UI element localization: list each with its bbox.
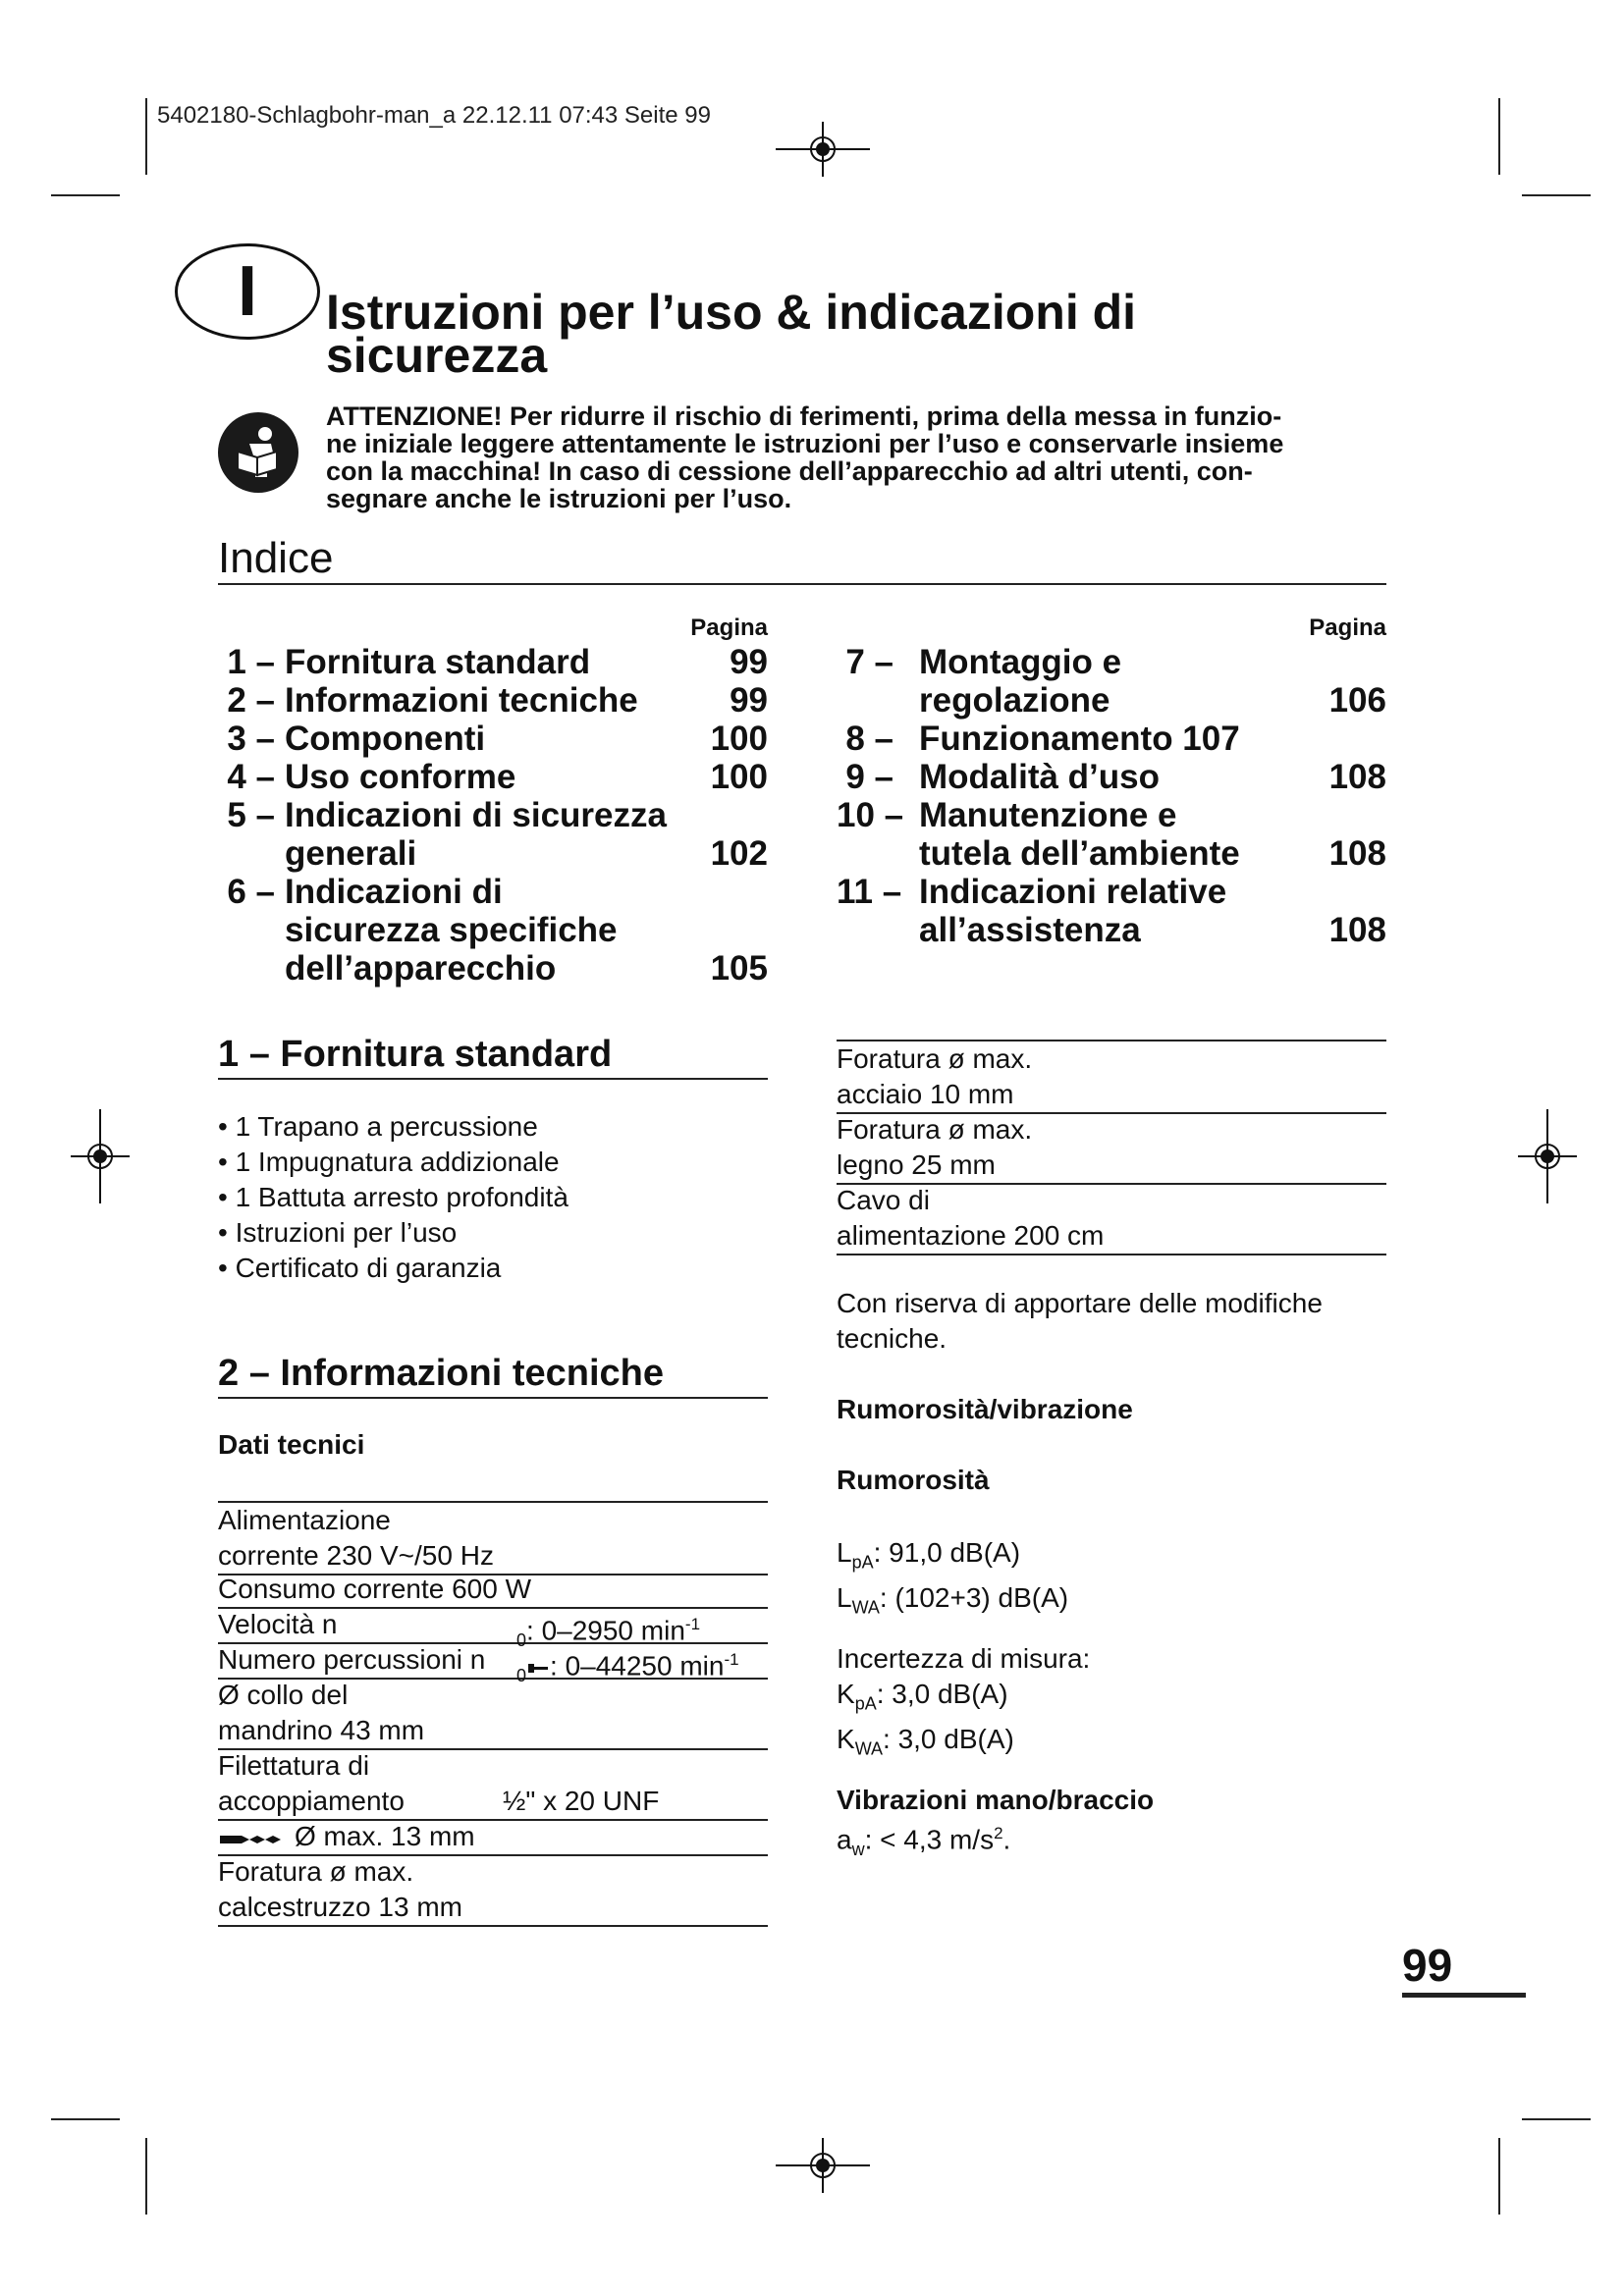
toc-entry xyxy=(218,720,768,758)
page-number-underline xyxy=(1402,1993,1526,1998)
toc-entry xyxy=(837,720,1386,758)
registration-mark-icon xyxy=(776,120,870,179)
noise-values xyxy=(837,1535,1068,1625)
list-item: • 1 Battuta arresto profondità xyxy=(218,1182,568,1212)
spec-collar-diameter: Ø collo del mandrino 43 mm xyxy=(218,1678,768,1750)
list-item: • 1 Trapano a percussione xyxy=(218,1111,538,1142)
page-title xyxy=(326,285,1308,383)
toc-title: Fornitura standard xyxy=(285,643,591,681)
crop-mark xyxy=(51,194,120,196)
crop-mark xyxy=(1522,194,1591,196)
divider xyxy=(218,1078,768,1080)
toc-entry xyxy=(218,681,768,720)
page-title-line: Istruzioni per l’uso & indicazioni di xyxy=(326,285,1137,340)
spec-power-cable: Cavo di alimentazione 200 cm xyxy=(837,1183,1386,1255)
drill-bit-icon xyxy=(220,1832,285,1845)
toc-entry xyxy=(837,758,1386,796)
crop-mark xyxy=(145,98,147,175)
toc-title: Uso conforme xyxy=(285,758,516,796)
toc-page-number: 108 xyxy=(1328,758,1386,796)
uncertainty-values xyxy=(837,1641,1090,1766)
toc-entry xyxy=(218,643,768,681)
kwa-value: $K_{WA}$: 3,0 dB(A) xyxy=(837,1723,1014,1759)
toc-entry xyxy=(218,873,768,988)
list-item: • Certificato di garanzia xyxy=(218,1253,502,1283)
toc-number: 1 – xyxy=(227,643,275,681)
toc-number: 6 – xyxy=(227,873,275,911)
noise-heading: Rumorosità xyxy=(837,1465,990,1495)
page-title-line: sicurezza xyxy=(326,328,548,383)
toc-entry xyxy=(218,758,768,796)
toc-page-number: 99 xyxy=(730,681,768,720)
registration-mark-icon xyxy=(1518,1109,1577,1203)
divider xyxy=(218,583,1386,585)
toc-page-number: 100 xyxy=(710,758,768,796)
kpa-value: $K_{pA}$: 3,0 dB(A) xyxy=(837,1679,1008,1714)
print-header: 5402180-Schlagbohr-man_a 22.12.11 07:43 Seite 99 xyxy=(157,102,711,129)
registration-mark-icon xyxy=(71,1109,130,1203)
toc-title: Indicazioni di xyxy=(285,873,503,911)
toc-title: Manutenzione e xyxy=(919,796,1177,834)
toc-number: 9 – xyxy=(845,758,893,796)
section-2-title: 2 – Informazioni tecniche xyxy=(218,1353,664,1394)
list-item: • Istruzioni per l’uso xyxy=(218,1217,458,1248)
toc-number: 7 – xyxy=(845,643,893,681)
noise-vibration-heading: Rumorosità/vibrazione xyxy=(837,1394,1133,1424)
toc-title: generali xyxy=(285,834,417,873)
spec-power-supply: Alimentazione corrente 230 V~/50 Hz xyxy=(218,1503,768,1575)
spec-steel-drilling: Foratura ø max. acciaio 10 mm xyxy=(837,1041,1386,1114)
toc-title: Componenti xyxy=(285,720,486,758)
toc-entry xyxy=(218,796,768,873)
toc-number: 5 – xyxy=(227,796,275,834)
read-manual-icon xyxy=(218,412,298,493)
lwa-value: $L_{WA}$: (102+3) dB(A) xyxy=(837,1581,1069,1618)
toc-number: 10 – xyxy=(837,796,904,834)
crop-mark xyxy=(1522,2118,1591,2120)
uncertainty-label: Incertezza di misura: xyxy=(837,1643,1091,1674)
toc-number: 8 – xyxy=(845,720,893,758)
vibration-heading: Vibrazioni mano/braccio xyxy=(837,1785,1155,1815)
hammer-drill-icon xyxy=(526,1660,550,1676)
toc-title: regolazione xyxy=(919,681,1110,720)
toc-entry xyxy=(837,796,1386,873)
toc-title: Informazioni tecniche xyxy=(285,681,638,720)
registration-mark-icon xyxy=(776,2136,870,2195)
toc-title: Indicazioni di sicurezza xyxy=(285,796,667,834)
crop-mark xyxy=(51,2118,120,2120)
list-item: • 1 Impugnatura addizionale xyxy=(218,1147,560,1177)
toc-entry xyxy=(837,643,1386,720)
toc-title: Modalità d’uso xyxy=(919,758,1160,796)
toc-page-number: 108 xyxy=(1328,911,1386,949)
toc-page-number: 102 xyxy=(710,834,768,873)
toc-number: 11 – xyxy=(837,873,902,911)
spec-chuck-capacity: Ø max. 13 mm xyxy=(218,1819,768,1856)
toc-title: Montaggio e xyxy=(919,643,1122,681)
toc-title: dell’apparecchio xyxy=(285,949,557,988)
index-heading: Indice xyxy=(218,534,334,582)
spec-thread: Filettatura di accoppiamento ½" x 20 UNF xyxy=(218,1748,768,1821)
technical-data-heading: Dati tecnici xyxy=(218,1429,365,1460)
crop-mark xyxy=(1498,2138,1500,2215)
divider xyxy=(218,1397,768,1399)
modification-note: Con riserva di apportare delle modifiche tecniche. xyxy=(837,1288,1323,1354)
spec-power-consumption: Consumo corrente 600 W xyxy=(218,1572,768,1609)
toc-page-number: 99 xyxy=(730,643,768,681)
vibration-value: $a_w$: < 4,3 $m/s^2$. xyxy=(837,1824,1011,1859)
toc-number: 4 – xyxy=(227,758,275,796)
toc-page-number: 106 xyxy=(1328,681,1386,720)
page-number: 99 xyxy=(1402,1940,1453,1991)
toc-page-number: 100 xyxy=(710,720,768,758)
crop-mark xyxy=(145,2138,147,2215)
toc-title: Funzionamento 107 xyxy=(919,720,1240,758)
spec-impact-rate: Numero percussioni n $_0$ : 0–44250 $\min^{-1}$ xyxy=(218,1642,768,1680)
spec-concrete-drilling: Foratura ø max. calcestruzzo 13 mm xyxy=(218,1854,768,1927)
toc-title: all’assistenza xyxy=(919,911,1141,949)
toc-title: tutela dell’ambiente xyxy=(919,834,1240,873)
crop-mark xyxy=(1498,98,1500,175)
lpa-value: $L_{pA}$: 91,0 dB(A) xyxy=(837,1537,1021,1573)
contents-list xyxy=(218,1109,568,1286)
toc-number: 2 – xyxy=(227,681,275,720)
warning-lead: ATTENZIONE! xyxy=(326,401,503,431)
toc-page-number: 105 xyxy=(710,949,768,988)
toc-pagina-label: Pagina xyxy=(690,614,768,641)
toc-pagina-label: Pagina xyxy=(1309,614,1386,641)
section-1-title: 1 – Fornitura standard xyxy=(218,1034,613,1075)
toc-number: 3 – xyxy=(227,720,275,758)
spec-wood-drilling: Foratura ø max. legno 25 mm xyxy=(837,1112,1386,1185)
safety-warning: ATTENZIONE! Per ridurre il rischio di ferimenti, prima della messa in funzio- ne iniziale leggere attentamente le istruzioni per l’uso e conservarle insieme con la macchina! In caso di cessione dell’apparecchio ad altri utenti, con- segnare anche le istruzioni per l’uso. xyxy=(326,401,1284,513)
toc-title: Indicazioni relative xyxy=(919,873,1227,911)
language-badge: I xyxy=(175,243,320,340)
toc-page-number: 108 xyxy=(1328,834,1386,873)
toc-title: sicurezza specifiche xyxy=(285,911,618,949)
toc-entry xyxy=(837,873,1386,949)
spec-speed: Velocità n $_0$: 0–2950 $\min^{-1}$ xyxy=(218,1607,768,1644)
